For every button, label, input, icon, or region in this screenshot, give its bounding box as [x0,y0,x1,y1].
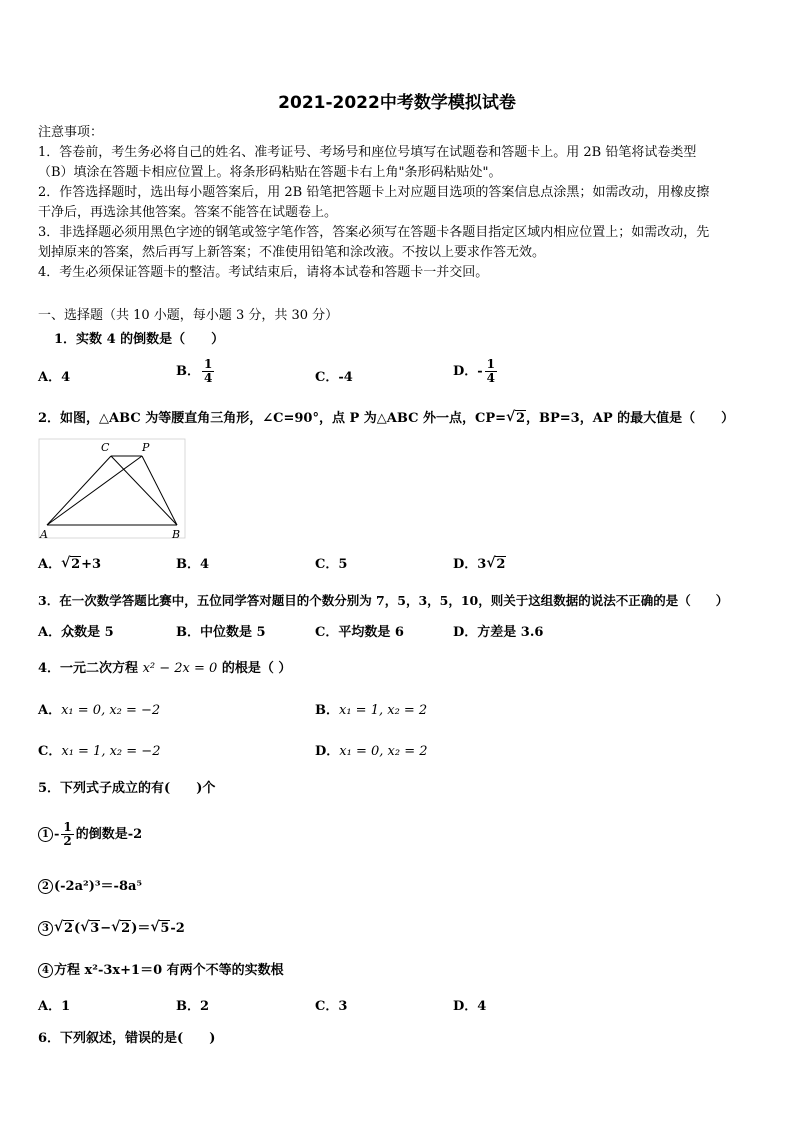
option-tail: +3 [81,557,102,572]
stem-text: 的根是（ ） [221,661,292,676]
option-label: C． [38,744,62,759]
notice-line: 1．答卷前，考生务必将自己的姓名、准考证号、考场号和座位号填写在试题卷和答题卡上。用 2B 铅笔将试卷类型 [38,145,697,160]
denominator: 2 [63,834,72,848]
option-label: D．- [453,364,483,379]
q1-option-c: C．-4 [315,370,353,385]
notice-line: 干净后，再选涂其他答案。答案不能答在试题卷上。 [38,205,338,220]
label-c: C [101,441,110,454]
radicand: 3 [90,921,100,936]
q5-option-a: A．1 [38,999,71,1014]
radical-sign: √ [505,409,516,425]
radicand: 2 [496,557,506,572]
q1-option-a: A．4 [38,370,71,385]
sqrt-expression [54,920,74,938]
notice-line: 划掉原来的答案，然后再写上新答案；不准使用铅笔和涂改液。不按以上要求作答无效。 [38,245,546,260]
option-label: B． [315,703,339,718]
radical-sign: √ [150,919,160,935]
notice-line: （B）填涂在答题卡相应位置上。将条形码粘贴在答题卡右上角"条形码粘贴处"。 [38,165,502,180]
label-b: B [172,528,181,541]
item-text: -2 [170,921,185,936]
radicand: 2 [64,921,74,936]
q2-option-c: C．5 [315,557,348,572]
question-1-stem: 1．实数 4 的倒数是（ ） [54,332,225,347]
stem-text: ，BP=3，AP 的最大值是（ ） [526,411,735,426]
triangle-figure [38,438,188,542]
radicand: 2 [515,411,526,426]
q3-option-b: B．中位数是 5 [176,625,266,640]
option-label: A． [38,557,62,572]
equation: x₁ = 1, x₂ = −2 [61,744,161,759]
q5-option-d: D．4 [453,999,487,1014]
radical-sign: √ [80,919,90,935]
q4-option-b [315,702,427,720]
notice-line: 2．作答选择题时，选出每小题答案后，用 2B 铅笔把答题卡上对应题目选项的答案信息点涂黑；如需改动，用橡皮擦 [38,185,710,200]
numerator: 1 [63,820,72,834]
notice-line: 4．考生必须保证答题卡的整洁。考试结束后，请将本试卷和答题卡一并交回。 [38,265,489,280]
stem-text: 2．如图，△ABC 为等腰直角三角形，∠C=90°，点 P 为△ABC 外一点，CP= [38,411,506,426]
denominator: 4 [204,371,213,385]
q2-option-a [38,556,101,574]
q1-option-b [176,358,216,385]
segment-cb [111,456,177,525]
notice-heading: 注意事项： [38,125,104,140]
q3-option-c: C．平均数是 6 [315,625,404,640]
segment-ac [47,456,111,525]
q5-item-3 [38,920,185,938]
option-label: B． [176,364,200,379]
paren: ( [74,921,81,936]
sqrt-expression [61,556,81,574]
numerator: 1 [204,357,213,371]
item-number-badge: 4 [38,963,53,978]
fraction [202,358,214,385]
item-number-badge: 1 [38,827,53,842]
equation: x² − 2x = 0 [142,661,218,676]
q5-item-1 [38,821,142,848]
q3-option-a: A．众数是 5 [38,625,114,640]
q2-option-b: B．4 [176,557,210,572]
question-4-stem [38,660,291,678]
question-6-stem: 6．下列叙述，错误的是( ) [38,1031,216,1046]
q2-option-d [453,556,506,574]
radical-sign: √ [61,555,71,571]
radical-sign: √ [111,919,121,935]
numerator: 1 [486,357,496,371]
segment-ap [47,456,142,525]
sqrt-expression [150,920,170,938]
label-a: A [40,528,48,541]
q1-option-d [453,358,499,385]
q4-option-d [315,743,428,761]
radical-sign: √ [54,919,64,935]
q4-option-c [38,743,160,761]
equation: x₁ = 0, x₂ = −2 [61,703,161,718]
segment-pb [142,456,177,525]
sqrt-expression [111,920,131,938]
item-number-badge: 3 [38,921,53,936]
denominator: 4 [486,371,496,385]
item-text: 方程 x²-3x+1＝0 有两个不等的实数根 [54,963,284,978]
item-text: 的倒数是-2 [75,827,143,842]
fraction [61,821,73,848]
q5-item-2 [38,878,142,896]
item-text: (-2a²)³＝-8a⁵ [54,879,143,894]
minus-sign: - [54,827,60,842]
option-label: D． [315,744,340,759]
option-label: D．3 [453,557,487,572]
equation: x₁ = 1, x₂ = 2 [339,703,428,718]
radicand: 2 [121,921,131,936]
section-heading: 一、选择题（共 10 小题，每小题 3 分，共 30 分） [38,308,339,323]
sqrt-expression [506,410,526,428]
page-title: 2021-2022中考数学模拟试卷 [278,93,516,113]
radical-sign: √ [486,555,496,571]
fraction [485,358,497,385]
notice-line: 3．非选择题必须用黑色字迹的钢笔或签字笔作答，答案必须写在答题卡各题目指定区域内相应位置上；如需改动，先 [38,225,710,240]
q4-option-a [38,702,160,720]
q5-item-4 [38,962,284,980]
q3-option-d: D．方差是 3.6 [453,625,544,640]
equation: x₁ = 0, x₂ = 2 [339,744,428,759]
item-number-badge: 2 [38,879,53,894]
sqrt-expression [486,556,506,574]
question-2-stem [38,410,734,428]
option-label: A． [38,703,62,718]
question-3-stem: 3．在一次数学答题比赛中，五位同学答对题目的个数分别为 7，5，3，5，10，则关于这组数据的说法不正确的是（ ） [38,593,729,608]
stem-text: 4．一元二次方程 [38,661,139,676]
paren: )＝ [131,921,151,936]
question-5-stem: 5．下列式子成立的有( )个 [38,781,216,796]
figure-frame [39,439,185,538]
sqrt-expression [80,920,100,938]
minus-sign: − [100,921,112,936]
radicand: 2 [71,557,81,572]
q5-option-c: C．3 [315,999,348,1014]
radicand: 5 [160,921,170,936]
label-p: P [142,441,150,454]
q5-option-b: B．2 [176,999,210,1014]
